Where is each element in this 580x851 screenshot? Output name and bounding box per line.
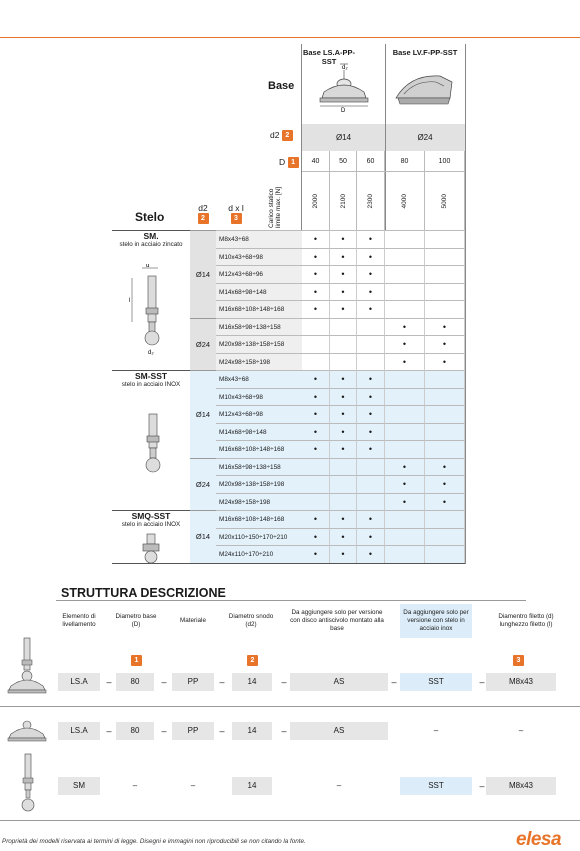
desc-value: – [132,781,138,790]
description-title: STRUTTURA DESCRIZIONE [61,586,226,600]
availability-cell: • [357,265,385,283]
availability-cell: • [330,545,357,563]
availability-cell [385,423,425,441]
desc-value: AS [290,673,388,691]
availability-cell [357,335,385,353]
availability-cell: • [330,265,357,283]
desc-separator-dash: – [479,677,485,687]
desc-separator-2 [0,820,580,821]
availability-cell [385,230,425,248]
base-col1-title: Base LS.A-PP-SST [302,48,356,66]
load-label: Carico statico limite max. [N] [268,186,282,228]
D-value-cell: 40 [302,151,330,172]
stelo-group-desc: stelo in acciaio zincato [119,241,183,248]
desc-value: 14 [232,673,272,691]
availability-cell: • [357,545,385,563]
stelo-group-name: SMQ-SST [131,511,171,521]
desc-value: PP [172,673,214,691]
availability-cell: • [302,440,330,458]
size-cell: M8x43÷68 [216,370,302,388]
availability-cell: • [425,335,465,353]
availability-cell [385,405,425,423]
availability-cell: • [302,545,330,563]
desc-separator-dash: – [161,726,167,736]
availability-cell [330,458,357,476]
base-lvf-drawing [390,68,460,113]
availability-cell: • [357,230,385,248]
load-value-text: 2000 [312,193,319,209]
desc-value: LS.A [58,722,100,740]
desc-header: Da aggiungere solo per versione con disco antiscivolo montato alla base [290,609,384,632]
stelo-group-desc: stelo in acciaio INOX [121,521,181,528]
dxl-col-text: d x l [228,203,244,213]
availability-cell [357,458,385,476]
availability-cell: • [330,388,357,406]
d2-value-14: Ø14 [302,124,385,151]
size-cell: M16x68÷108÷148÷168 [216,510,302,528]
availability-cell [385,528,425,546]
availability-cell: • [357,528,385,546]
availability-cell [330,493,357,511]
availability-cell [425,528,465,546]
availability-cell [357,353,385,371]
footer-text: Proprietà dei modelli riservata ai termini di legge. Disegni e immagini non riproducibili se non citando la fonte. [2,838,306,845]
stelo-group-name: SM-SST [134,371,168,381]
availability-cell [425,388,465,406]
D-label-text: D [279,157,286,167]
desc-value: SST [400,777,472,795]
stelo-group-desc: stelo in acciaio INOX [121,381,181,388]
availability-cell [385,370,425,388]
stelo-d2-cell: Ø24 [190,318,216,371]
desc-value: SM [58,777,100,795]
size-cell: M20x98÷138÷158÷158 [216,335,302,353]
availability-cell: • [302,528,330,546]
desc-separator-dash: – [219,726,225,736]
badge-1: 1 [288,157,299,168]
description-title-rule [56,600,526,601]
availability-cell [385,545,425,563]
availability-cell: • [330,370,357,388]
desc-header: Diamentro filetto (d) lunghezzo filetto (l) [498,613,554,628]
availability-cell: • [385,318,425,336]
desc-value: – [190,781,196,790]
availability-cell [425,370,465,388]
table-bottom-border [112,563,465,564]
availability-cell [357,318,385,336]
desc-value: SST [400,673,472,691]
availability-cell [330,475,357,493]
availability-cell: • [357,283,385,301]
availability-cell [425,248,465,266]
svg-text:d₂: d₂ [148,350,154,356]
availability-cell: • [357,248,385,266]
availability-cell: • [302,405,330,423]
desc-separator-dash: – [161,677,167,687]
load-value-text: 4000 [401,193,408,209]
desc-separator-1 [0,706,580,707]
size-cell: M14x68÷98÷148 [216,283,302,301]
availability-cell [385,283,425,301]
d2-col-header [196,203,210,224]
availability-cell [385,265,425,283]
load-value-text: 2100 [339,193,347,209]
availability-cell: • [357,370,385,388]
desc-value: 14 [232,722,272,740]
availability-cell: • [357,388,385,406]
D-value-cell: 50 [330,151,357,172]
availability-cell: • [302,265,330,283]
availability-cell: • [302,388,330,406]
top-divider [0,37,580,38]
availability-cell [425,440,465,458]
availability-cell [385,510,425,528]
stelo-group-cell [112,230,190,370]
dxl-col-header [223,203,249,224]
desc-separator-dash: – [391,677,397,687]
d2-col-text: d2 [198,203,208,213]
base-lsa-drawing [312,60,374,120]
availability-cell: • [385,475,425,493]
availability-cell [385,388,425,406]
desc-separator-dash: – [106,677,112,687]
desc-separator-dash: – [281,677,287,687]
availability-cell: • [302,248,330,266]
availability-cell: • [425,318,465,336]
desc-value: M8x43 [486,673,556,691]
desc-value: PP [172,722,214,740]
availability-cell: • [425,458,465,476]
load-value-text: 5000 [441,193,448,209]
availability-cell: • [330,510,357,528]
availability-cell [302,335,330,353]
elesa-logo: elesa [516,829,562,850]
availability-cell [425,283,465,301]
desc-header: Materiale [180,617,206,624]
desc-separator-dash: – [219,677,225,687]
size-cell: M20x98÷138÷158÷198 [216,475,302,493]
availability-cell: • [330,440,357,458]
desc-value: AS [290,722,388,740]
desc-header: Elemento di livellamento [62,613,96,628]
d2-value-24: Ø24 [385,124,465,151]
load-value-cell [330,172,357,230]
availability-cell: • [302,370,330,388]
size-cell: M8x43÷68 [216,230,302,248]
size-cell: M16x68÷108÷148÷168 [216,440,302,458]
availability-cell: • [385,353,425,371]
desc-value: – [518,726,524,735]
availability-cell [302,475,330,493]
availability-cell [425,230,465,248]
availability-cell [385,248,425,266]
availability-cell: • [330,230,357,248]
availability-cell: • [330,405,357,423]
base-header: Base [268,80,295,92]
d2-label-text: d2 [270,130,280,140]
availability-cell: • [330,528,357,546]
availability-cell [425,510,465,528]
availability-cell [425,265,465,283]
stelo-group-cell [112,370,190,510]
D-value-cell: 60 [357,151,385,172]
availability-cell: • [385,335,425,353]
load-value-text: 2300 [367,193,374,209]
desc-badge-2: 2 [247,655,258,666]
desc-badge-3: 3 [513,655,524,666]
size-cell: M24x98÷158÷198 [216,493,302,511]
availability-cell [425,405,465,423]
size-cell: M14x68÷98÷148 [216,423,302,441]
desc-separator-dash: – [106,726,112,736]
availability-cell: • [357,440,385,458]
availability-cell: • [330,283,357,301]
availability-cell: • [302,283,330,301]
badge-2: 2 [282,130,293,141]
desc-header: Diametro base (D) [115,613,157,628]
size-cell: M12x43÷68÷98 [216,405,302,423]
availability-cell [302,318,330,336]
size-cell: M10x43÷68÷98 [216,248,302,266]
availability-cell [357,493,385,511]
size-cell: M24x110÷170÷210 [216,545,302,563]
base-col2-title: Base LV.F-PP-SST [392,48,458,57]
desc-value: – [433,726,439,735]
desc-value: LS.A [58,673,100,691]
desc-separator-dash: – [479,781,485,791]
svg-text:l: l [129,298,131,304]
availability-cell [357,475,385,493]
size-cell: M12x43÷68÷96 [216,265,302,283]
desc-value: – [336,781,342,790]
availability-cell: • [330,423,357,441]
leveling-element-full-drawing [5,636,49,696]
load-value-cell [385,172,425,230]
stelo-group-name: SM. [143,231,159,241]
availability-cell: • [425,353,465,371]
size-cell: M24x98÷158÷198 [216,353,302,371]
availability-cell: • [302,510,330,528]
stem-only-drawing [16,752,40,816]
availability-cell: • [302,300,330,318]
stelo-header: Stelo [135,210,165,224]
availability-cell: • [330,248,357,266]
availability-cell: • [357,300,385,318]
desc-header: Da aggiungere solo per versione con stelo in acciaio inox [400,604,472,638]
availability-cell: • [385,458,425,476]
availability-cell [330,335,357,353]
D-value-cell: 80 [385,151,425,172]
desc-value: M8x43 [486,777,556,795]
availability-cell: • [302,230,330,248]
availability-cell: • [385,493,425,511]
availability-cell [385,300,425,318]
size-cell: M10x43÷68÷98 [216,388,302,406]
size-cell: M16x58÷98÷138÷158 [216,318,302,336]
availability-cell [302,458,330,476]
badge-2-col: 2 [198,213,209,224]
size-cell: M16x58÷98÷138÷158 [216,458,302,476]
load-value-cell [302,172,330,230]
availability-cell [425,423,465,441]
availability-cell: • [357,510,385,528]
svg-text:d₂: d₂ [342,65,348,71]
availability-cell: • [425,475,465,493]
availability-cell: • [425,493,465,511]
size-cell: M20x110÷150÷170÷210 [216,528,302,546]
availability-cell: • [330,300,357,318]
table-right-border [465,44,466,564]
stelo-d2-cell: Ø24 [190,458,216,511]
stelo-d2-cell: Ø14 [190,510,216,563]
availability-cell [330,353,357,371]
desc-header: Diametro snodo (d2) [228,613,274,628]
desc-value: 80 [116,673,154,691]
load-value-cell [357,172,385,230]
availability-cell: • [357,405,385,423]
availability-cell [302,493,330,511]
availability-cell [425,300,465,318]
desc-separator-dash: – [281,726,287,736]
D-value-cell: 100 [425,151,465,172]
load-value-cell [425,172,465,230]
desc-value: 14 [232,777,272,795]
stelo-d2-cell: Ø14 [190,370,216,458]
availability-cell [385,440,425,458]
availability-cell: • [357,423,385,441]
desc-value: 80 [116,722,154,740]
badge-3-col: 3 [231,213,242,224]
base-only-drawing [6,718,48,744]
availability-cell [330,318,357,336]
D-row-label [279,157,299,168]
svg-text:D: D [341,108,346,114]
size-cell: M16x68÷108÷148÷168 [216,300,302,318]
stelo-d2-cell: Ø14 [190,230,216,318]
availability-cell [425,545,465,563]
availability-cell: • [302,423,330,441]
availability-cell [302,353,330,371]
d2-row-label [270,130,293,141]
svg-text:d: d [146,264,150,269]
desc-badge-1: 1 [131,655,142,666]
